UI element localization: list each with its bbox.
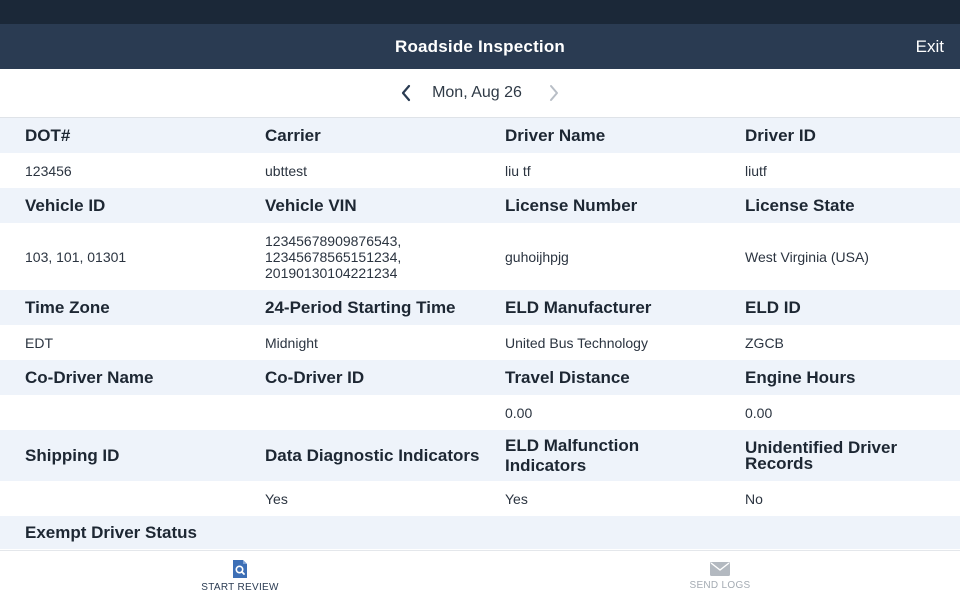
- status-bar: [0, 0, 960, 24]
- header-row: [0, 430, 960, 481]
- label-exempt-driver-status: Exempt Driver Status: [25, 522, 197, 542]
- chevron-right-icon: [548, 84, 560, 102]
- label-dot-number: DOT#: [25, 125, 71, 145]
- tab-start-review[interactable]: [0, 551, 480, 600]
- label-eld-id: ELD ID: [745, 297, 801, 317]
- label-license-state: License State: [745, 195, 855, 215]
- value-driver-id: liutf: [745, 162, 767, 179]
- label-co-driver-id: Co-Driver ID: [265, 367, 365, 387]
- empty-header-cell: [720, 516, 960, 549]
- vin-line: 20190130104221234: [265, 264, 398, 281]
- label-vehicle-vin: Vehicle VIN: [265, 195, 357, 215]
- label-driver-id: Driver ID: [745, 125, 816, 145]
- value-data-diagnostic-indicators: Yes: [265, 490, 288, 507]
- value-eld-malfunction-indicators: Yes: [505, 490, 528, 507]
- header-row: [0, 118, 960, 153]
- value-time-zone: EDT: [25, 334, 53, 351]
- value-carrier: ubttest: [265, 162, 308, 179]
- label-vehicle-id: Vehicle ID: [25, 195, 106, 215]
- value-row: [0, 325, 960, 360]
- value-vehicle-id: 103, 101, 01301: [25, 248, 127, 265]
- vin-line: 12345678909876543,: [265, 232, 402, 249]
- label-data-diagnostic-indicators: Data Diagnostic Indicators: [265, 445, 480, 465]
- date-label: Mon, Aug 26: [432, 84, 522, 101]
- vin-line: 12345678565151234,: [265, 248, 402, 265]
- value-license-number: guhoijhpjg: [505, 248, 569, 265]
- label-unidentified-driver-records: Unidentified Driver Records: [745, 437, 898, 473]
- label-engine-hours: Engine Hours: [745, 367, 856, 387]
- value-eld-manufacturer: United Bus Technology: [505, 334, 648, 351]
- label-shipping-id: Shipping ID: [25, 445, 120, 465]
- value-driver-name: liu tf: [505, 162, 531, 179]
- nav-bar: [0, 24, 960, 69]
- header-row: [0, 360, 960, 395]
- value-row: [0, 481, 960, 516]
- label-eld-malfunction-indicators: ELD Malfunction Indicators: [505, 435, 640, 475]
- value-travel-distance: 0.00: [505, 404, 533, 421]
- previous-day-button[interactable]: [394, 81, 418, 105]
- document-search-icon: [231, 559, 249, 579]
- chevron-left-icon: [400, 84, 412, 102]
- header-row: [0, 516, 960, 549]
- tab-label: SEND LOGS: [689, 580, 751, 591]
- header-row: [0, 290, 960, 325]
- label-co-driver-name: Co-Driver Name: [25, 367, 154, 387]
- value-eld-id: ZGCB: [745, 334, 784, 351]
- value-row: [0, 223, 960, 290]
- label-period-start: 24-Period Starting Time: [265, 297, 456, 317]
- exit-button[interactable]: Exit: [915, 37, 944, 56]
- label-license-number: License Number: [505, 195, 638, 215]
- bottom-tab-bar: [0, 550, 960, 600]
- value-engine-hours: 0.00: [745, 404, 773, 421]
- value-co-driver-name: [0, 395, 240, 430]
- inspection-grid: [0, 118, 960, 549]
- value-dot-number: 123456: [25, 162, 72, 179]
- value-row: [0, 153, 960, 188]
- envelope-icon: [709, 561, 731, 577]
- label-carrier: Carrier: [265, 125, 321, 145]
- value-period-start: Midnight: [265, 334, 318, 351]
- empty-header-cell: [240, 516, 480, 549]
- empty-header-cell: [480, 516, 720, 549]
- tab-send-logs[interactable]: [480, 551, 960, 600]
- value-row: [0, 395, 960, 430]
- header-row: [0, 188, 960, 223]
- value-co-driver-id: [240, 395, 480, 430]
- date-navigator: [0, 69, 960, 118]
- value-vehicle-vin: [240, 223, 480, 290]
- label-driver-name: Driver Name: [505, 125, 606, 145]
- next-day-button[interactable]: [542, 81, 566, 105]
- value-shipping-id: [0, 481, 240, 516]
- label-travel-distance: Travel Distance: [505, 367, 630, 387]
- label-eld-manufacturer: ELD Manufacturer: [505, 297, 652, 317]
- tab-label: START REVIEW: [201, 582, 279, 593]
- page-title: Roadside Inspection: [394, 36, 566, 56]
- value-unidentified-driver-records: No: [745, 490, 763, 507]
- value-license-state: West Virginia (USA): [745, 248, 869, 265]
- label-time-zone: Time Zone: [25, 297, 110, 317]
